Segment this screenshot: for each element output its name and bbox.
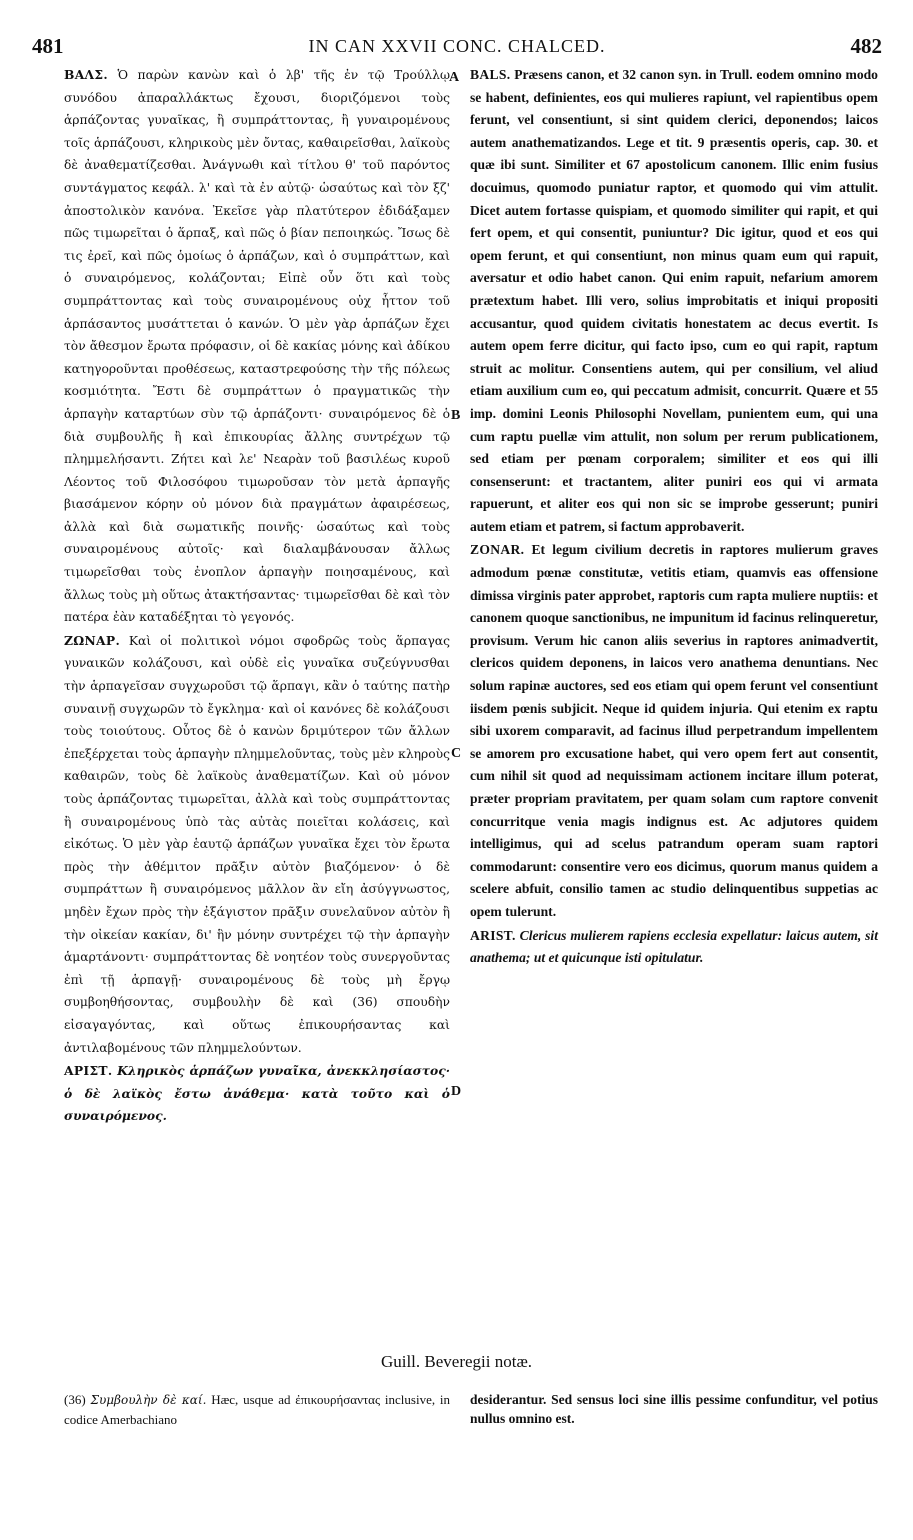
greek-aristenus-label: ΑΡΙΣΤ. xyxy=(64,1063,113,1079)
margin-mark-c: C xyxy=(451,746,462,761)
greek-balsamon-text: Ὁ παρὼν κανὼν καὶ ὁ λβ' τῆς ἐν τῷ Τρούλλῳ συνόδου ἀπαραλλάκτως ἔχουσι, διοριζόμενοι τοὺς ἁρπάζοντας γυναῖκας, ἢ συμπράττοντας, ἢ γυναιρομένους τοῖς ἁρπάζουσι, κληρικοὺς μὲν ὄντας, καθαιρεῖσθαι, λαϊκοὺς δὲ ἀναθεματίζεσθαι. Ἀνάγνωθι καὶ τίτλου θ' τοῦ παρόντος συντάγματος κεφάλ. λ' καὶ τὰ ἐν αὐτῷ· ὡσαύτως καὶ τὸν ξζ' ἀποστολικὸν κανόνα. Ἐκεῖσε γὰρ πλατύτερον ἐδιδάξαμεν πῶς τιμωρεῖται ὁ ἅρπαξ, καὶ πῶς ὁ βίαν πεποιηκώς. Ἴσως δὲ τις ἐρεῖ, καὶ πῶς ὁμοίως ὁ ἁρπάζων, καὶ ὁ συμπράττων, καὶ ὁ συναιρόμενος, κολάζονται; Εἰπὲ οὖν ὅτι καὶ τοὺς συμπράττοντας καὶ τοὺς συναιρομένους οὐχ ἧττον τοῦ ἁρπάσαντος μυσάττεται ὁ κανών. Ὁ μὲν γὰρ ἁρπάζων ἔχει τὸν ἄθεσμον ἔρωτα πρόφασιν, οἱ δὲ κακίας μόνης καὶ ἀδίκου κατηγοροῦνται προθέσεως, καταστρεφούσης τὴν τῆς πόλεως κοσμιότητα. Ἔστι δὲ συμπράττων ὁ πραγματικῶς τὴν ἁρπαγὴν καταρτύων σὺν τῷ ἁρπάζοντι· συναιρόμενος δὲ ὁ διὰ συμβουλῆς ἢ καὶ ἐπικουρίας ἄλλης συντρέχων τῷ πλημμελήσαντι. Ζήτει καὶ λε' Νεαρὰν τοῦ βασιλέως κυροῦ Λέοντος τοῦ Φιλοσόφου τιμωροῦσαν τὸν μετὰ ἁρπαγῆς βιασάμενον κόρην οὐ μόνον διὰ πραγμάτων ἀφαιρέσεως, ἀλλὰ καὶ διὰ σωματικῆς ποινῆς· ὡσαύτως καὶ τοὺς συναιρομένους αὐτοῖς· καὶ διαλαμβάνουσαν ἄλλως τιμωρεῖσθαι τοὺς ἐνοπλον ἁρπαγὴν ποιησαμένους, καὶ ἄλλως τοὺς μὴ οὕτως ἀτακτήσαντας· τιμωρεῖσθαι δὲ καὶ τὸν πατέρα ἐὰν καταδέξηται τὸ γεγονός. xyxy=(64,68,450,625)
margin-mark-a: A xyxy=(449,70,460,85)
latin-balsamon-paragraph xyxy=(470,64,878,538)
note-left-text: Hæc, usque ad ἐπικουρήσαντας inclusive, in codice Amerbachiano xyxy=(64,1392,450,1427)
greek-column xyxy=(64,64,450,1128)
latin-aristenus-text: Clericus mulierem rapiens ecclesia expellatur: laicus autem, sit anathema; ut et quicunque isti opitulatur. xyxy=(470,927,878,966)
latin-zonaras-paragraph xyxy=(470,539,878,923)
note-greek-lemma: Συμβουλὴν δὲ καί. xyxy=(90,1393,207,1407)
margin-mark-d: D xyxy=(451,1084,462,1099)
latin-balsamon-label: BALS. xyxy=(470,67,511,82)
running-title: IN CAN XXVII CONC. CHALCED. xyxy=(308,36,606,56)
note-reference: (36) xyxy=(64,1392,86,1407)
greek-zonaras-label: ΖΩΝΑΡ. xyxy=(64,632,121,648)
latin-zonaras-label: ZONAR. xyxy=(470,542,525,558)
note-right-text: desiderantur. Sed sensus loci sine illis pessime confunditur, vel potius nullus omnino est. xyxy=(470,1392,878,1426)
greek-balsamon-label: ΒΑΛΣ. xyxy=(64,67,108,82)
greek-aristenus-text: Κληρικὸς ἁρπάζων γυναῖκα, ἀνεκκλησίαστος· ὁ δὲ λαϊκὸς ἔστω ἀνάθεμα· κατὰ τοῦτο καὶ ὁ συναιρόμενος. xyxy=(64,1063,450,1124)
greek-zonaras-paragraph xyxy=(64,630,450,1059)
greek-balsamon-paragraph xyxy=(64,64,450,629)
latin-aristenus-label: ARIST. xyxy=(470,927,516,943)
notes-heading: Guill. Beveregii notæ. xyxy=(380,1352,533,1371)
running-head xyxy=(32,34,882,56)
page-number-right: 482 xyxy=(850,34,882,58)
page-number-left: 481 xyxy=(32,34,64,58)
latin-balsamon-text: Præsens canon, et 32 canon syn. in Trull. eodem omnino modo se habent, definientes, eos qui mulieres rapiunt, vel rapientibus opem ferunt, vel consentiunt, si sint quidem clerici, deponendos; laicos autem anathematizandos. Lege et tit. 9 præsentis operis, cap. 30. et quæ ibi sunt. Similiter et 67 apostolicum canonem. Illic enim fusius docuimus, quomodo puniatur raptor, et quomodo qui vim attulit. Dicet autem fortasse quispiam, et quomodo similiter qui rapit, et qui fert opem, et qui consentit, puniuntur? Dic igitur, quod et eos qui opem ferunt, et qui consentiunt, non minus quam eum qui rapuit, aversatur et odio habet canon. Qui enim rapuit, nefarium amorem prætextum habet. Illi vero, solius improbitatis et iniqui propositi accusantur, quod quidem civitatis honestatem ac decus evertit. Is autem opem ferre dicitur, qui facto ipso, cum eo qui rapit, raptum struit ac molitur. Consentiens autem, qui per consilium, vel aliud etiam auxilium cum eo, qui peccatum admisit, concurrit. Quære et 55 imp. domini Leonis Philosophi Novellam, punientem eum, qui una cum raptu puellæ vim attulit, non solum per rerum publicationem, sed etiam per pœnam corporalem; similiter et eos qui illi consenserunt: et tractantem, aliter puniri eos qui vi armata rapuerunt, et aliter eos qui non sic se improbe gesserunt; puniri autem etiam et patrem, si factum approbaverit. xyxy=(470,67,878,534)
note-left xyxy=(64,1390,450,1429)
greek-zonaras-text: Καὶ οἱ πολιτικοὶ νόμοι σφοδρῶς τοὺς ἅρπαγας γυναικῶν κολάζουσι, καὶ οὐδὲ εἰς γυναῖκα συζεύγνυσθαι τὴν ἁρπαγεῖσαν συγχωροῦσι τῷ ἅρπαγι, κἂν ὁ ταύτης πατὴρ συναινῇ συγχωρῶν τὸ ἔγκλημα· καὶ οἱ κανόνες δὲ κολάζουσι τοὺς τοιούτους. Οὗτος δὲ ὁ κανὼν δριμύτερον τῶν ἄλλων ἐπεξέρχεται τοὺς ἁρπαγὴν πλημμελοῦντας, τοὺς μὲν κληροὺς καθαιρῶν, τοὺς δὲ λαϊκοὺς ἀναθεματίζων. Καὶ οὐ μόνον τοὺς ἁρπάζοντας τιμωρεῖται, ἀλλὰ καὶ τοὺς συμπράττοντας ἢ συναιρομένους ὑπὸ τὰς αὐτὰς ποιεῖται κολάσεις, καὶ εἰκότως. Ὁ μὲν γὰρ ἑαυτῷ ἁρπάζων γυναῖκα ἔχει τὸν ἔρωτα πρὸς τὴν ἀθέμιτον πρᾶξιν αὐτὸν βιαζόμενον· ὁ δὲ συμπράττων ἢ συναιρόμενος μᾶλλον ἂν εἴη ἀσύγγνωστος, μηδὲν ἔχων πρὸς τὴν ἐξάγιστον πρᾶξιν συνελαῦνον αὐτὸν ἢ τὴν οἰκείαν κακίαν, δι' ἣν μόνην συντρέχει τῷ τὴν ἁρπαγὴν ἁμαρτάνοντι· συμπράττοντας δὲ νοητέον τοὺς συνεργοῦντας ἐπὶ τῇ ἁρπαγῇ· συναιρομένους δὲ τοὺς μὴ ἔργῳ συμβοηθήσοντας, συμβουλὴν δὲ καὶ (36) σπουδὴν εἰσαγαγόντας, καὶ οὕτως ἐπικουρήσαντας καὶ ἀντιλαβομένους τῶν πλημμελούντων. xyxy=(64,633,450,1055)
margin-mark-b: B xyxy=(451,408,461,423)
latin-column xyxy=(470,64,878,970)
latin-zonaras-text: Et legum civilium decretis in raptores mulierum graves admodum pœnæ constitutæ, vetitis etiam, quamvis eas offensione dimissa virginis pater approbet, raptoris cum rapta muliere nuptiis: et canonem quoque sanctionibus, ne impunitum id facinus relinqueretur, provisum. Verum hic canon aliis severius in raptores animadvertit, clericos quidem deponens, in laicos vero anathema denuntians. Nec solum rapinæ auctores, sed eos etiam qui opem ferunt vel consentiunt iisdem pœnis subjicit. Neque id quidem injuria. Qui etenim ex raptu sibi uxorem comparavit, ad facinus illud perpetrandum impellentem se amorem pro excusatione habet, qui vero opem fert aut consentit, cum nihil sit quod ad nequissimam actionem incitare illum poterat, præter propriam pravitatem, per quam solam cum raptore convenit concurritque venia magis indignus est. Ac adjutores quidem intelligimus, qui ad scelus patrandum operam suam raptori commodarunt: consentire vero eos dicimus, quorum manus quidem a scelere abfuit, consilio tamen ac studio delinquentibus suppetias ac opem tulerunt. xyxy=(470,542,878,919)
greek-aristenus-paragraph xyxy=(64,1060,450,1128)
latin-aristenus-paragraph xyxy=(470,925,878,970)
